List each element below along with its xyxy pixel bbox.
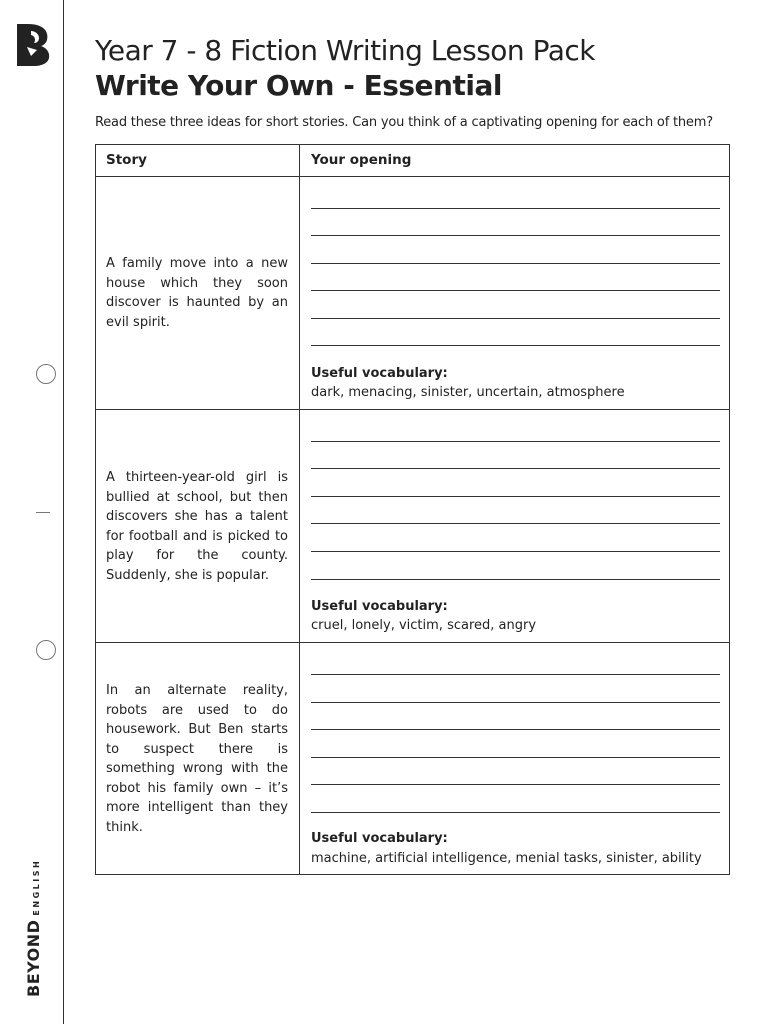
writing-line[interactable] (311, 208, 720, 209)
story-text: In an alternate reality, robots are used to do housework. But Ben starts to suspect there is something wrong with the robot his family own – it’s more intelligent than they think. (106, 683, 288, 835)
writing-line[interactable] (311, 812, 720, 813)
writing-line[interactable] (311, 729, 720, 730)
page-subtitle: Write Your Own - Essential (95, 69, 502, 102)
punch-hole-top (36, 364, 56, 384)
fold-mark (36, 512, 50, 513)
column-divider (299, 145, 300, 874)
writing-line[interactable] (311, 702, 720, 703)
story-text: A family move into a new house which they soon discover is haunted by an evil spirit. (106, 256, 288, 330)
brand-wordmark (24, 859, 43, 997)
writing-line[interactable] (311, 263, 720, 264)
writing-line[interactable] (311, 674, 720, 675)
brand-name: BEYOND (24, 919, 43, 997)
vocab-label: Useful vocabulary: (311, 599, 448, 614)
vocab-label: Useful vocabulary: (311, 831, 448, 846)
vocab-words: cruel, lonely, victim, scared, angry (311, 618, 537, 633)
writing-line[interactable] (311, 290, 720, 291)
story-table (95, 144, 730, 875)
beyond-b-logo-icon (14, 22, 52, 66)
row-divider (96, 642, 729, 643)
vocab-label: Useful vocabulary: (311, 366, 448, 381)
writing-line[interactable] (311, 318, 720, 319)
writing-line[interactable] (311, 496, 720, 497)
writing-line[interactable] (311, 468, 720, 469)
writing-line[interactable] (311, 345, 720, 346)
story-text: A thirteen-year-old girl is bullied at school, but then discovers she has a talent for football and is picked to play for the county. Suddenly, she is popular. (106, 470, 288, 583)
header-divider (96, 176, 729, 177)
instructions: Read these three ideas for short stories. Can you think of a captivating opening for each of them? (95, 115, 713, 130)
punch-hole-bottom (36, 640, 56, 660)
writing-line[interactable] (311, 551, 720, 552)
writing-line[interactable] (311, 579, 720, 580)
writing-line[interactable] (311, 523, 720, 524)
writing-line[interactable] (311, 235, 720, 236)
column-header-opening: Your opening (311, 152, 412, 168)
vocab-words: machine, artificial intelligence, menial tasks, sinister, ability (311, 851, 702, 866)
writing-line[interactable] (311, 784, 720, 785)
writing-line[interactable] (311, 757, 720, 758)
vocab-words: dark, menacing, sinister, uncertain, atmosphere (311, 385, 625, 400)
row-divider (96, 409, 729, 410)
page-title: Year 7 - 8 Fiction Writing Lesson Pack (95, 34, 595, 67)
brand-sub: ENGLISH (32, 858, 41, 916)
writing-line[interactable] (311, 441, 720, 442)
margin-rule (63, 0, 64, 1024)
column-header-story: Story (106, 152, 147, 168)
